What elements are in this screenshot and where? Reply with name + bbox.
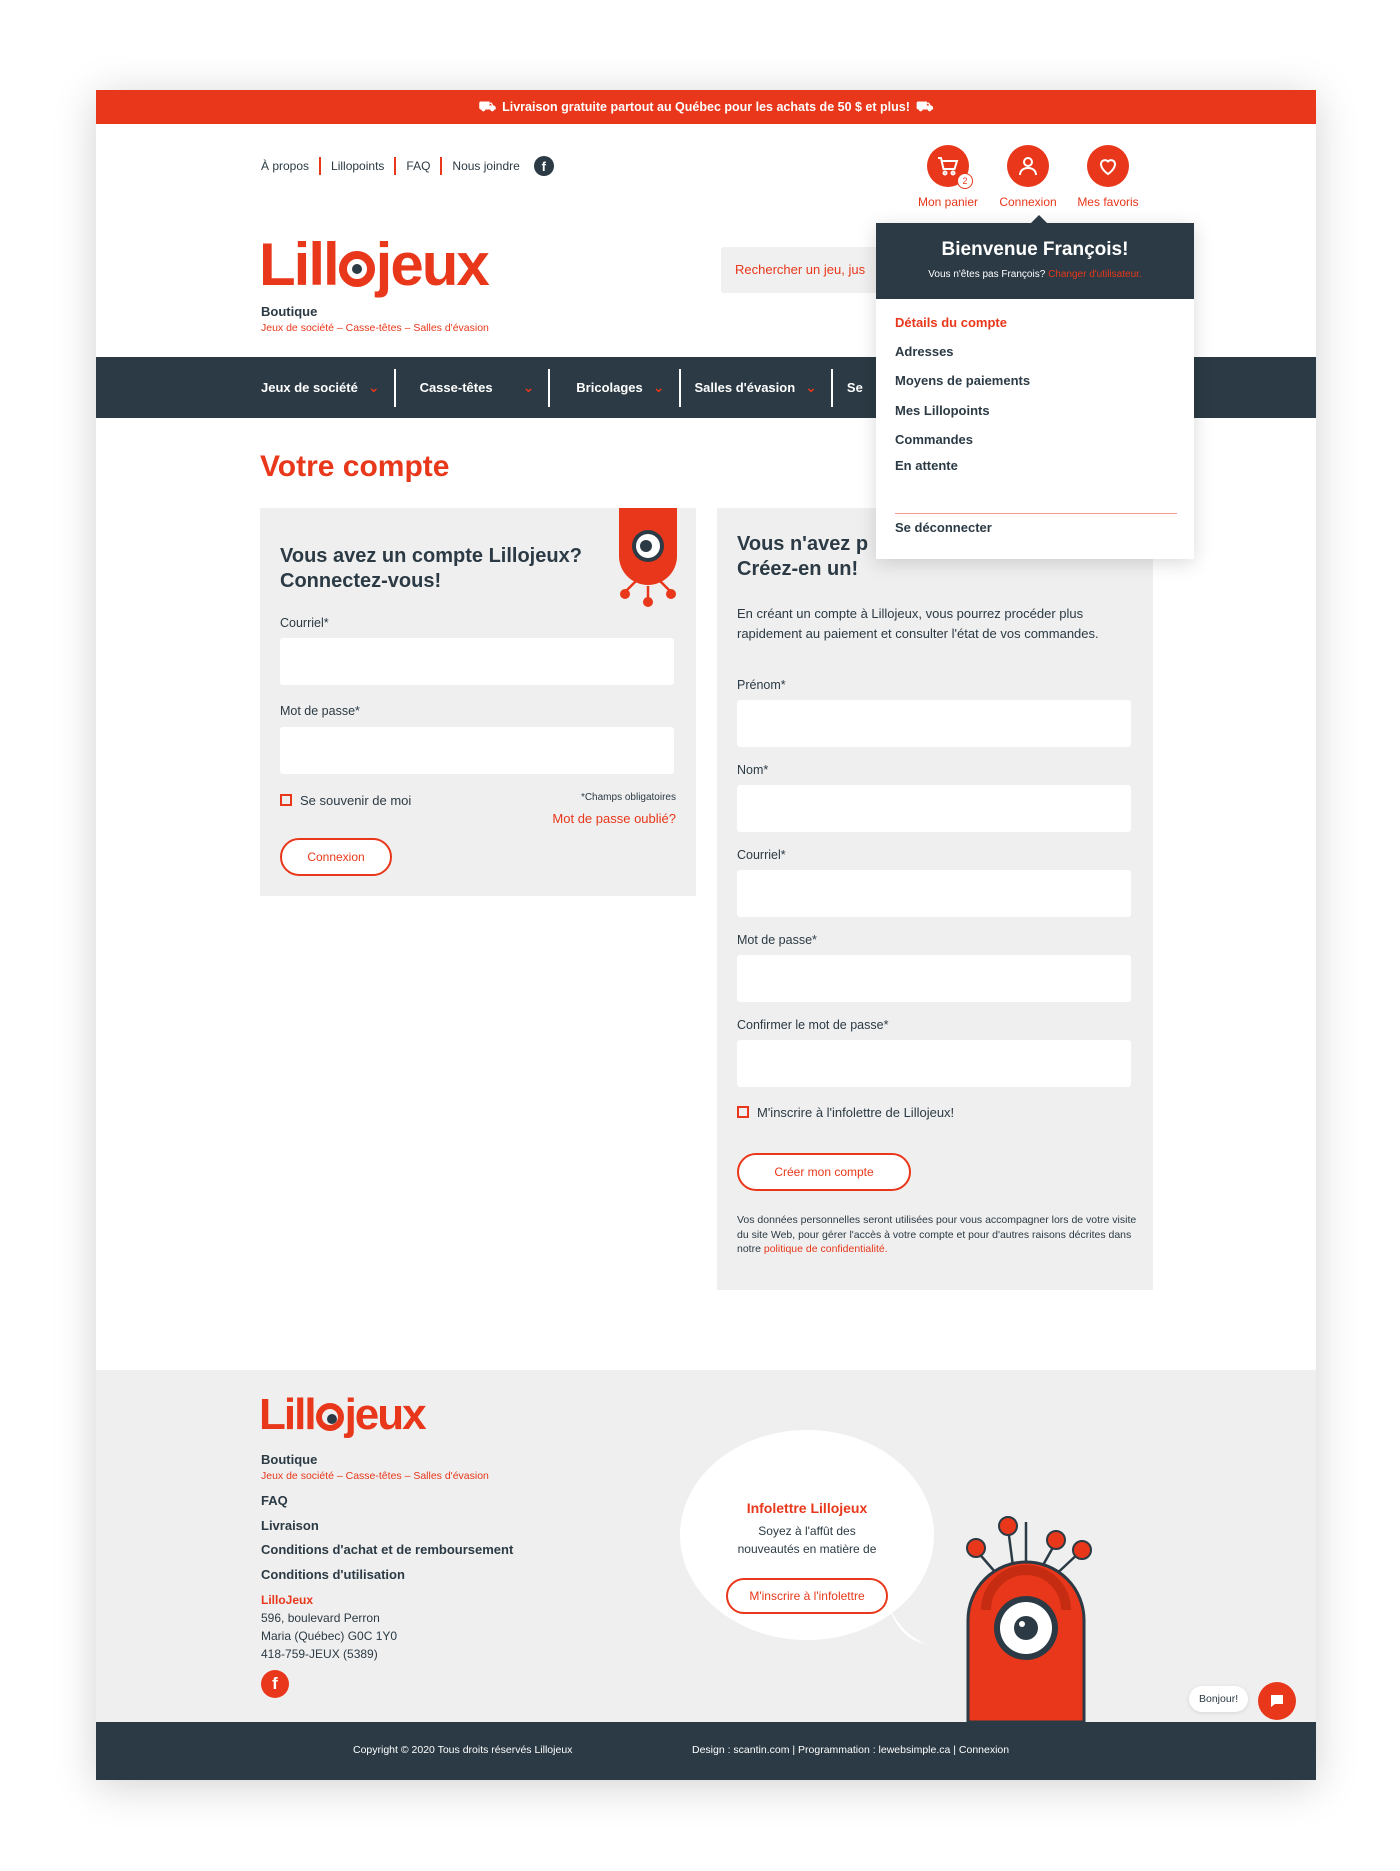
newsletter-optin-label: M'inscrire à l'infolettre de Lillojeux! [757, 1105, 955, 1120]
shipping-banner-text: Livraison gratuite partout au Québec pour les achats de 50 $ et plus! [502, 100, 910, 114]
register-password-field[interactable] [737, 955, 1131, 1002]
cart-count-badge: 2 [957, 173, 973, 189]
logo-text-start: Lill [259, 1390, 315, 1439]
privacy-text: Vos données personnelles seront utilisées pour vous accompagner lors de votre visite du site Web, pour gérer l'accès à votre compte et pour d'autres raisons décrites dans notre [737, 1214, 1137, 1255]
footer-phone: 418-759-JEUX (5389) [261, 1647, 378, 1661]
nav-item-more[interactable] [833, 369, 877, 407]
required-note: *Champs obligatoires [580, 792, 676, 803]
dropdown-logout[interactable]: Se déconnecter [895, 520, 992, 535]
util-link-contact[interactable]: Nous joindre [440, 157, 529, 175]
remember-label: Se souvenir de moi [300, 793, 412, 808]
dropdown-addresses[interactable]: Adresses [895, 344, 954, 359]
login-title: Vous avez un compte Lillojeux? Connectez-vous! [280, 545, 582, 592]
cart-label: Mon panier [917, 195, 979, 209]
remember-checkbox[interactable] [280, 794, 292, 806]
copyright: Copyright © 2020 Tous droits réservés Lillojeux [353, 1744, 573, 1756]
create-account-button[interactable]: Créer mon compte [737, 1153, 911, 1191]
login-submit-button[interactable]: Connexion [280, 838, 392, 876]
util-link-faq[interactable]: FAQ [394, 157, 440, 175]
register-title-line1: Vous n'avez p [737, 533, 869, 555]
confirm-password-field[interactable] [737, 1040, 1131, 1087]
dropdown-pending[interactable]: En attente [895, 458, 958, 473]
last-name-label: Nom* [737, 763, 769, 777]
bubble-tail [886, 1600, 926, 1645]
truck-icon: ⛟ [915, 97, 934, 114]
chevron-down-icon: ⌄ [805, 379, 817, 395]
chevron-down-icon: ⌄ [652, 379, 665, 395]
newsletter-text: Soyez à l'affût des nouveautés en matière de [737, 1524, 877, 1556]
logo-text-end: jeux [375, 231, 488, 298]
search-input[interactable]: Rechercher un jeu, jus [721, 247, 1041, 293]
logo-text-start: Lill [259, 231, 338, 298]
privacy-policy-link[interactable]: politique de confidentialité. [763, 1243, 888, 1255]
nav-label: Casse-têtes [419, 380, 493, 395]
login-button[interactable] [996, 145, 1060, 209]
login-email-label: Courriel* [280, 616, 329, 630]
monster-mascot-icon [615, 508, 681, 608]
account-dropdown [876, 223, 1194, 559]
footer-link-faq[interactable]: FAQ [261, 1493, 288, 1508]
footer-monster-mascot-icon [956, 1510, 1096, 1722]
login-password-label: Mot de passe* [280, 704, 360, 718]
chat-icon [1269, 1693, 1285, 1709]
header-icons [916, 145, 1140, 209]
dropdown-divider [895, 513, 1177, 514]
confirm-password-label: Confirmer le mot de passe* [737, 1018, 889, 1032]
first-name-field[interactable] [737, 700, 1131, 747]
nav-item-puzzles[interactable] [396, 369, 551, 407]
logo-text-end: jeux [344, 1390, 425, 1439]
login-card [260, 508, 696, 896]
register-intro: En créant un compte à Lillojeux, vous pourrez procéder plus rapidement au paiement et consulter l'état de vos commandes. [737, 606, 1099, 641]
nav-item-crafts[interactable] [550, 369, 680, 407]
footer-facebook-icon[interactable]: f [261, 1670, 289, 1698]
footer-company: LilloJeux [261, 1593, 314, 1607]
page-frame [96, 90, 1316, 1780]
nav-label: Bricolages [576, 380, 643, 395]
change-user-link[interactable]: Changer d'utilisateur. [1048, 269, 1142, 280]
nav-label: Salles d'évasion [694, 380, 796, 395]
first-name-label: Prénom* [737, 678, 786, 692]
dropdown-payment-methods[interactable]: Moyens de paiements [895, 373, 1031, 388]
heart-icon [1087, 145, 1129, 187]
register-email-field[interactable] [737, 870, 1131, 917]
footer-address-line1: 596, boulevard Perron [261, 1611, 380, 1625]
nav-label: Se [846, 380, 863, 395]
chevron-down-icon: ⌄ [367, 379, 380, 395]
footer-shop-subtitle: Jeux de société – Casse-têtes – Salles d'évasion [261, 1470, 489, 1482]
dropdown-header [876, 223, 1194, 299]
register-card [717, 508, 1153, 1290]
shipping-banner [96, 90, 1316, 124]
welcome-title: Bienvenue François! [941, 239, 1129, 260]
register-email-label: Courriel* [737, 848, 786, 862]
footer-link-terms-of-use[interactable]: Conditions d'utilisation [261, 1567, 405, 1582]
chat-greeting: Bonjour! [1189, 1686, 1248, 1712]
chat-button[interactable] [1258, 1682, 1296, 1720]
register-password-label: Mot de passe* [737, 933, 817, 947]
login-email-field[interactable] [280, 638, 674, 685]
privacy-notice [737, 1213, 1137, 1257]
chevron-down-icon: ⌄ [522, 379, 535, 395]
newsletter-subscribe-button[interactable]: M'inscrire à l'infolettre [726, 1578, 888, 1614]
logo-eye-icon [339, 251, 375, 287]
credits[interactable]: Design : scantin.com | Programmation : lewebsimple.ca | Connexion [692, 1744, 1010, 1756]
user-icon [1007, 145, 1049, 187]
utility-nav [261, 156, 554, 176]
footer-link-purchase-terms[interactable]: Conditions d'achat et de remboursement [261, 1542, 514, 1557]
dropdown-orders[interactable]: Commandes [895, 432, 974, 447]
footer-logo[interactable] [259, 1390, 425, 1440]
dropdown-caret [1031, 215, 1047, 223]
util-link-about[interactable]: À propos [261, 159, 310, 173]
page-title: Votre compte [260, 450, 450, 483]
util-link-lillopoints[interactable]: Lillopoints [319, 157, 394, 175]
newsletter-optin[interactable] [737, 1105, 954, 1120]
dropdown-account-details[interactable]: Détails du compte [895, 315, 1007, 330]
nav-label: Jeux de société [261, 380, 358, 395]
not-user-label: Vous n'êtes pas François? [928, 269, 1049, 280]
login-label: Connexion [999, 195, 1057, 209]
cart-button[interactable] [916, 145, 980, 209]
favorites-button[interactable] [1076, 145, 1140, 209]
register-title-line2: Créez-en un! [737, 558, 859, 580]
newsletter-title: Infolettre Lillojeux [746, 1500, 868, 1516]
favorites-label: Mes favoris [1077, 195, 1139, 209]
nav-item-escape-rooms[interactable] [681, 369, 833, 407]
logo-eye-icon [316, 1403, 344, 1431]
login-password-field[interactable] [280, 727, 674, 774]
nav-item-board-games[interactable] [261, 369, 396, 407]
forgot-password-link[interactable]: Mot de passe oublié? [552, 811, 676, 826]
last-name-field[interactable] [737, 785, 1131, 832]
newsletter-checkbox[interactable] [737, 1106, 749, 1118]
footer-shop-title: Boutique [261, 1452, 318, 1467]
shop-title: Boutique [261, 304, 318, 319]
shop-subtitle: Jeux de société – Casse-têtes – Salles d'évasion [261, 322, 489, 334]
footer-link-shipping[interactable]: Livraison [261, 1518, 319, 1533]
not-user-text [876, 269, 1194, 280]
remember-me[interactable] [280, 793, 411, 808]
dropdown-lillopoints[interactable]: Mes Lillopoints [895, 403, 990, 418]
truck-icon: ⛟ [478, 97, 497, 114]
footer-bottom-bar [96, 1722, 1316, 1780]
footer-address-line2: Maria (Québec) G0C 1Y0 [261, 1629, 398, 1643]
facebook-icon[interactable]: f [534, 156, 554, 176]
cart-icon [927, 145, 969, 187]
site-logo[interactable] [259, 230, 488, 299]
